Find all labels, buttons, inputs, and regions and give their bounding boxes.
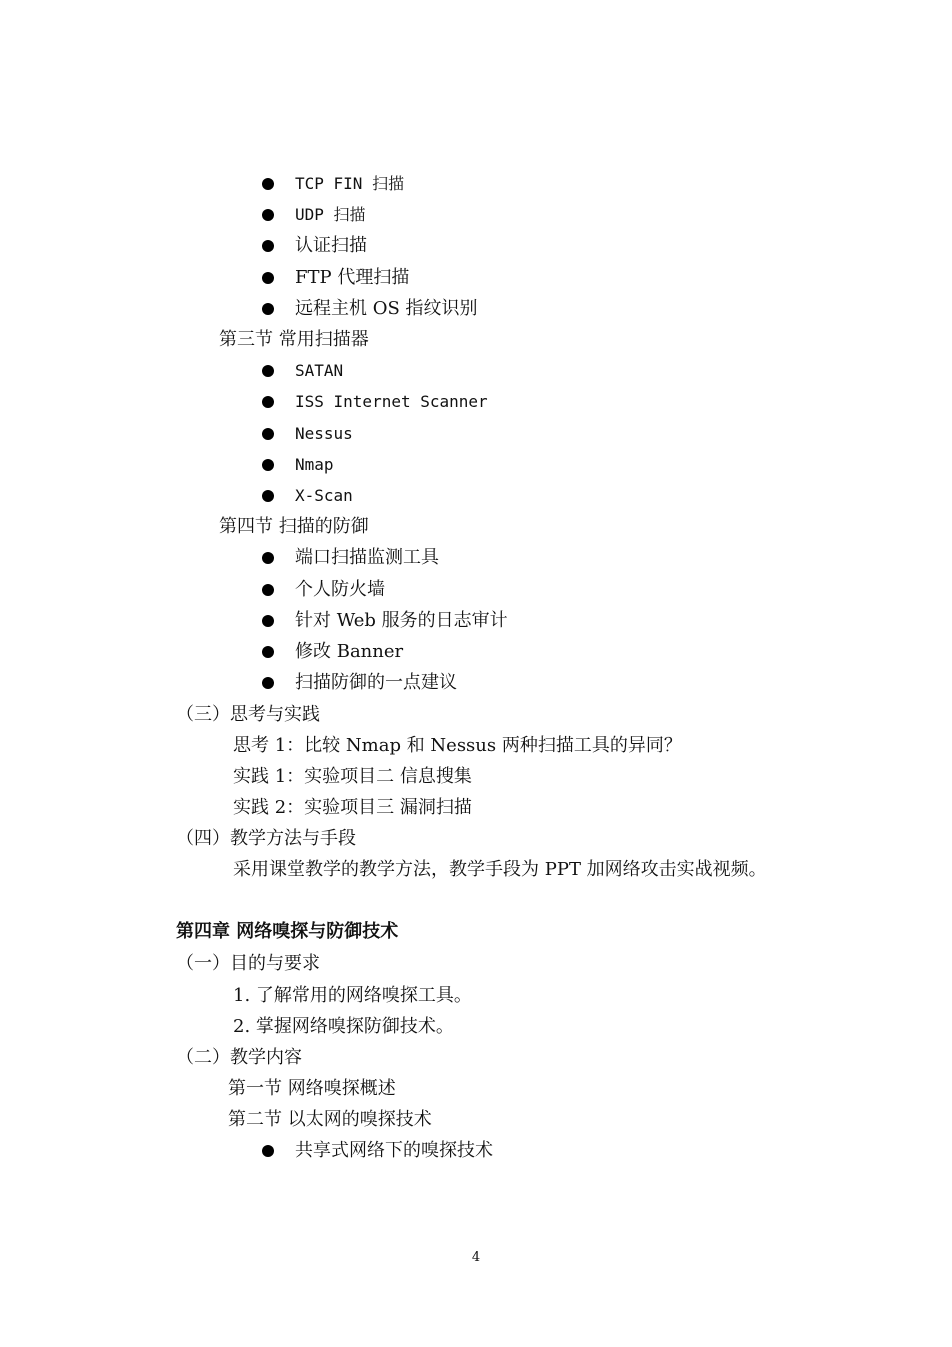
bullet-dot [262, 240, 274, 252]
bullet-dot [262, 303, 274, 315]
subsection-heading: （三）思考与实践 [176, 704, 320, 725]
list-item: TCP FIN 扫描 [295, 174, 405, 193]
bullet-dot [262, 584, 274, 596]
list-item: 修改 Banner [295, 641, 404, 662]
bullet-dot [262, 552, 274, 564]
list-item: Nmap [295, 455, 334, 474]
paragraph-line: 实践 1：实验项目二 信息搜集 [233, 766, 472, 787]
paragraph-line: 思考 1：比较 Nmap 和 Nessus 两种扫描工具的异同？ [233, 735, 682, 756]
bullet-dot [262, 428, 274, 440]
list-item: 端口扫描监测工具 [295, 547, 439, 568]
bullet-dot [262, 365, 274, 377]
bullet-dot [262, 178, 274, 190]
section-heading: 第二节 以太网的嗅探技术 [228, 1109, 432, 1130]
bullet-dot [262, 459, 274, 471]
bullet-dot [262, 646, 274, 658]
chapter-title: 第四章 网络嗅探与防御技术 [176, 921, 399, 942]
list-item: 2. 掌握网络嗅探防御技术。 [233, 1016, 454, 1037]
bullet-dot [262, 615, 274, 627]
subsection-heading: （四）教学方法与手段 [176, 828, 356, 849]
list-item: FTP 代理扫描 [295, 267, 410, 288]
subsection-heading: （二）教学内容 [176, 1047, 302, 1068]
section-heading: 第四节 扫描的防御 [219, 516, 369, 537]
bullet-dot [262, 396, 274, 408]
list-item: 个人防火墙 [295, 579, 385, 600]
list-item: ISS Internet Scanner [295, 392, 488, 411]
page-number: 4 [471, 1250, 481, 1265]
bullet-dot [262, 677, 274, 689]
list-item: 共享式网络下的嗅探技术 [295, 1140, 493, 1161]
subsection-heading: （一）目的与要求 [176, 953, 320, 974]
bullet-dot [262, 490, 274, 502]
list-item: 远程主机 OS 指纹识别 [295, 298, 478, 319]
bullet-dot [262, 1145, 274, 1157]
list-item: X-Scan [295, 486, 353, 505]
list-item: 1. 了解常用的网络嗅探工具。 [233, 985, 472, 1006]
paragraph-line: 实践 2：实验项目三 漏洞扫描 [233, 797, 472, 818]
list-item: 扫描防御的一点建议 [295, 672, 457, 693]
bullet-dot [262, 209, 274, 221]
list-item: 认证扫描 [295, 235, 367, 256]
section-heading: 第一节 网络嗅探概述 [228, 1078, 396, 1099]
list-item: SATAN [295, 361, 344, 380]
section-heading: 第三节 常用扫描器 [219, 329, 369, 350]
bullet-dot [262, 272, 274, 284]
paragraph-line: 采用课堂教学的教学方法，教学手段为 PPT 加网络攻击实战视频。 [233, 859, 767, 880]
list-item: Nessus [295, 424, 353, 443]
list-item: 针对 Web 服务的日志审计 [295, 610, 508, 631]
list-item: UDP 扫描 [295, 205, 366, 224]
